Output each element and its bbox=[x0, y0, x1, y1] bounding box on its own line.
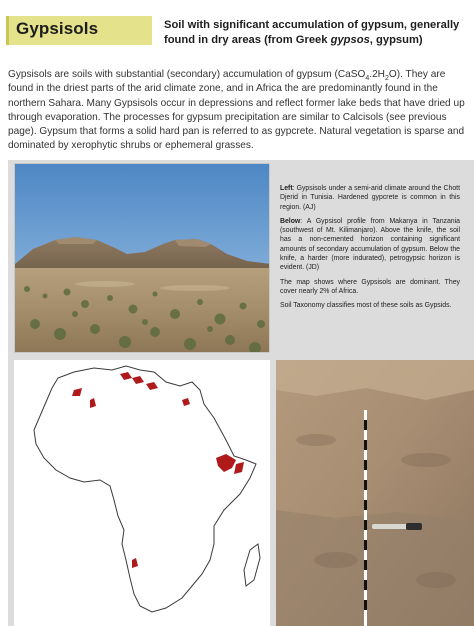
caption-map: The map shows where Gypsisols are dominant. They cover nearly 2% of Africa. bbox=[280, 278, 460, 295]
intro-text-2: O). They are found in the driest parts of the arid climate zone, and in Africa the are predominantly found in the northern Sahara. Many Gypsisols occur in depressions and reflect former lake beds that have dried up through evaporation. The processes for gypsum precipitation are similar to Calcisols (see previous page). Gypsum that forms a solid hard pan is referred to as gypcrete. Natural vegetation is sparse and dominated by xerophytic shrubs or ephemeral grasses. bbox=[8, 69, 465, 152]
landscape-photo bbox=[14, 163, 270, 353]
intro-text-1: Gypsisols are soils with substantial (secondary) accumulation of gypsum (CaSO bbox=[8, 69, 366, 80]
page-title: Gypsisols bbox=[16, 19, 99, 38]
title-box bbox=[6, 16, 152, 45]
subtitle-text-1: Soil with significant accumulation of gypsum, generally found in dry areas (from Greek bbox=[164, 19, 460, 46]
caption-left-text: : Gypsisols under a semi-arid climate around the Chott Djerid in Tunisia. Hardened gypcrete is common in this region. (AJ) bbox=[280, 185, 460, 211]
figure-caption bbox=[280, 184, 460, 316]
measuring-tape bbox=[364, 410, 367, 626]
subtitle-italic: gypsos bbox=[330, 33, 370, 46]
page-subtitle bbox=[164, 18, 464, 47]
subtitle-text-2: , gypsum) bbox=[369, 33, 423, 46]
caption-below-text: : A Gypsisol profile from Makanya in Tanzania (southwest of Mt. Kilimanjaro). Above the knife, the soil has a non-cemented horizon containing significant amounts of secondary accumulation of gypsum. Below the knife, a harder (more indurated), petrogypsic horizon is evident. (JD) bbox=[280, 217, 460, 272]
soil-profile-graphic bbox=[276, 360, 474, 626]
caption-below-label: Below bbox=[280, 217, 301, 225]
africa-map bbox=[14, 360, 270, 626]
caption-below bbox=[280, 217, 460, 273]
landscape-photo-graphic bbox=[15, 164, 270, 353]
caption-left-label: Left bbox=[280, 185, 293, 192]
knife bbox=[372, 523, 422, 530]
soil-profile-photo bbox=[276, 360, 474, 626]
formula-sub-1: 4 bbox=[365, 75, 370, 83]
intro-paragraph bbox=[8, 68, 468, 154]
africa-map-graphic bbox=[14, 360, 270, 626]
formula-mid: .2H bbox=[369, 69, 385, 80]
caption-left bbox=[280, 184, 460, 212]
formula-sub-2: 2 bbox=[384, 75, 389, 83]
caption-taxonomy: Soil Taxonomy classifies most of these soils as Gypsids. bbox=[280, 302, 452, 310]
